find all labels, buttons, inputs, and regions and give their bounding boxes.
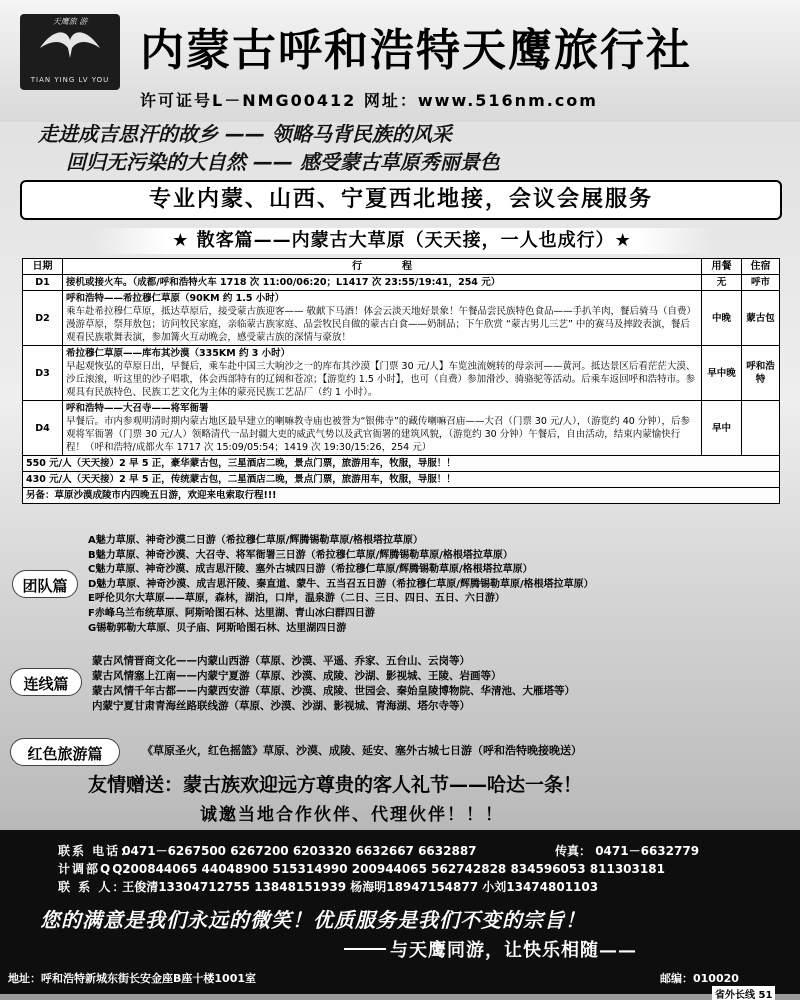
desc-text: 乘车赴希拉穆仁草原，抵达草原后，接受蒙古族迎客—— 敬献下马酒！体会云淡天地好景象！午餐品尝民族特色食品——手扒羊肉，餐后骑马（自费）漫游草原，祭拜敖包；访问牧民家庭，亲临蒙古族家庭、品尝牧民自做的蒙古白食——奶制品；下午欣赏 “蒙古男儿三艺” 中的赛马及摔跤表演，餐后观看民族歌舞表演，参加篝火互动晚会，感受蒙古族的深情与豪放！ (66, 306, 697, 343)
itinerary-table (22, 258, 780, 504)
meal-cell: 早中晚 (702, 346, 742, 401)
connecting-tour-label: 连线篇 (10, 668, 82, 696)
header-stay: 住宿 (742, 259, 780, 275)
header-meal: 用餐 (702, 259, 742, 275)
list-item: G锡勒郭勒大草原、贝子庙、阿斯哈图石林、达里湖四日游 (88, 622, 347, 634)
header-date: 日期 (23, 259, 63, 275)
table-row (23, 346, 780, 401)
qq-label: 计调部QQ： (58, 862, 139, 876)
desc-text: 早起观恢弘的草原日出，早餐后，乘车赴中国三大响沙之一的库布其沙漠【门票 30 元/人】车览浊流婉转的母亲河——黄河。抵达景区后看茫茫大漠、沙丘滚滚，听这里的沙子唱歌，体会西部特有的辽阔和苍凉；【游览约 1.5 小时】，也可（自费）参加滑沙、骑骆驼等活动。后乘车返回呼和浩特市。参观具有民族特色、民族工艺文化为主体的蒙亮民族工艺品厂（约 1 小时）。 (66, 361, 696, 398)
route-title: 呼和浩特——希拉穆仁草原（90KM 约 1.5 小时） (66, 293, 285, 304)
meal-cell: 早中 (702, 401, 742, 456)
stay-cell: 呼和浩特 (742, 346, 780, 401)
gift-text: 友情赠送：蒙古族欢迎远方尊贵的客人礼节——哈达一条！ (88, 774, 583, 796)
stay-cell: 呼市 (742, 275, 780, 291)
list-item: A魅力草原、神奇沙漠二日游（希拉穆仁草原/辉腾锡勒草原/格根塔拉草原） (88, 535, 424, 546)
table-row (23, 401, 780, 456)
desc-cell (63, 346, 702, 401)
fax-row (555, 842, 699, 859)
table-header-row (23, 259, 780, 275)
contact-persons: 王俊清13304712755 13848151939 杨海明18947154877 小刘13474801103 (122, 880, 599, 894)
list-item: 蒙古风情晋商文化——内蒙山西游（草原、沙漠、平遥、乔家、五台山、云岗等） (92, 655, 470, 667)
fax-label: 传真： (555, 844, 592, 858)
slogan-2: 回归无污染的大自然 —— 感受蒙古草原秀丽景色 (66, 150, 500, 174)
list-item: B魅力草原、神奇沙漠、大召寺、将军衙署三日游（希拉穆仁草原/辉腾锡勒草原/格根塔拉草原） (88, 549, 513, 561)
list-item: 内蒙宁夏甘肃青海丝路联线游（草原、沙漠、沙湖、影视城、青海湖、塔尔寺等） (92, 700, 470, 712)
list-item: 蒙古风情千年古都——内蒙西安游（草原、沙漠、成陵、世园会、秦始皇陵博物院、华清池、大雁塔等） (92, 685, 575, 697)
service-banner: 专业内蒙、山西、宁夏西北地接，会议会展服务 (20, 180, 782, 220)
desc-cell (63, 291, 702, 346)
phone-label: 联系 电话： (58, 844, 135, 858)
route-title: 呼和浩特——大召寺——将军衙署 (66, 403, 209, 414)
list-item: C魅力草原、神奇沙漠、成吉思汗陵、塞外古城四日游（希拉穆仁草原/辉腾锡勒草原/格根塔拉草原） (88, 564, 533, 576)
red-tour-label: 红色旅游篇 (10, 738, 120, 766)
contact-person-row (58, 878, 598, 895)
day-cell: D4 (23, 401, 63, 456)
desc-text: 接机或接火车。（成都/呼和浩特火车 1718 次 11:00/06:20；L1417 次 23:55/19:41，254 元） (66, 277, 501, 288)
stay-cell: 蒙古包 (742, 291, 780, 346)
phone-numbers: 0471－6267500 6267200 6203320 6632667 6632887 (122, 844, 477, 858)
address: 地址：呼和浩特新城东街长安金座B座十楼1001室 (8, 972, 256, 985)
group-tour-label: 团队篇 (12, 570, 78, 598)
tagline: 与天鹰同游，让快乐相随—— (390, 936, 780, 962)
day-cell: D2 (23, 291, 63, 346)
logo-en: TIAN YING LV YOU (30, 76, 110, 84)
price-row (23, 472, 780, 488)
list-item: D魅力草原、神奇沙漠、成吉思汗陵、秦直道、蒙牛、五当召五日游（希拉穆仁草原/辉腾锡勒草原/格根塔拉草原） (88, 578, 594, 590)
agency-logo (20, 14, 120, 90)
header (0, 0, 800, 122)
fax-number: 0471－6632779 (595, 844, 700, 858)
route-title: 希拉穆仁草原——库布其沙漠（335KM 约 3 小时） (66, 348, 291, 359)
qq-row (58, 860, 665, 877)
license-line: 许可证号L－NMG00412 网址：www.516nm.com (140, 91, 598, 110)
list-item: F赤峰乌兰布统草原、阿斯哈图石林、达里湖、青山冰臼群四日游 (88, 607, 375, 619)
price-cell: 550 元/人（天天接）2 早 5 正，豪华蒙古包，三星酒店二晚，景点门票，旅游用车，牧服，导服！！ (23, 456, 780, 472)
postcode: 邮编：010020 (660, 972, 739, 985)
logo-text: 天鹰旅 游 (52, 17, 88, 26)
desc-cell (63, 401, 702, 456)
desc-cell (63, 275, 702, 291)
meal-cell: 中晚 (702, 291, 742, 346)
list-item: 蒙古风情塞上江南——内蒙宁夏游（草原、沙漠、成陵、沙湖、影视城、王陵、岩画等） (92, 670, 502, 682)
meal-cell: 无 (702, 275, 742, 291)
table-row (23, 291, 780, 346)
publication-label: 省外长线 51 (712, 986, 775, 1000)
stay-cell (742, 401, 780, 456)
price-row (23, 456, 780, 472)
partner-invite: 诚邀当地合作伙伴、代理伙伴！！！ (200, 805, 504, 825)
day-cell: D3 (23, 346, 63, 401)
note-row (23, 488, 780, 504)
red-tour-text: 《草原圣火，红色摇篮》草原、沙漠、成陵、延安、塞外古城七日游（呼和浩特晚接晚送） (142, 744, 582, 757)
note-cell: 另备：草原沙漠成陵市内四晚五日游，欢迎来电索取行程!!! (23, 488, 780, 504)
contact-person-label: 联 系 人： (58, 880, 127, 894)
header-itinerary: 行 程 (63, 259, 702, 275)
phone-row (58, 842, 477, 859)
service-motto: 您的满意是我们永远的微笑！优质服务是我们不变的宗旨！ (40, 908, 586, 932)
desc-text: 早餐后。市内参观明清时期内蒙古地区最早建立的喇嘛教寺庙也被誉为“银佛寺”的藏传喇嘛召庙——大召（门票 30 元/人），（游览约 40 分钟），后参观将军衙署（门票 30 元/人）领略清代一品封疆大吏的威武气势以及武官衙署的建筑风貌，（游览约 30 分钟）午餐后，自由活动，结束内蒙愉快行程！（呼和浩特/成都火车 1717 次 15:09/05:54；1419 次 19:30/15:26，254 元） (66, 416, 691, 453)
list-item: E呼伦贝尔大草原——草原，森林，湖泊，口岸，温泉游（二日、三日、四日、五日、六日游） (88, 593, 505, 605)
qq-numbers: 200844065 44048900 515314990 200944065 562742828 834596053 811303181 (122, 862, 665, 876)
eagle-icon (38, 24, 102, 60)
connecting-tour-list (92, 654, 792, 714)
section-title: ★ 散客篇——内蒙古大草原（天天接，一人也成行）★ (92, 228, 712, 254)
price-cell: 430 元/人（天天接）2 早 5 正，传统蒙古包，二星酒店二晚，景点门票，旅游用车，牧服，导服！！ (23, 472, 780, 488)
contact-block (0, 830, 800, 994)
table-row (23, 275, 780, 291)
agency-title: 内蒙古呼和浩特天鹰旅行社 (140, 25, 692, 76)
slogan-1: 走进成吉思汗的故乡 —— 领略马背民族的风采 (38, 122, 452, 146)
group-tour-list (88, 534, 788, 636)
day-cell: D1 (23, 275, 63, 291)
